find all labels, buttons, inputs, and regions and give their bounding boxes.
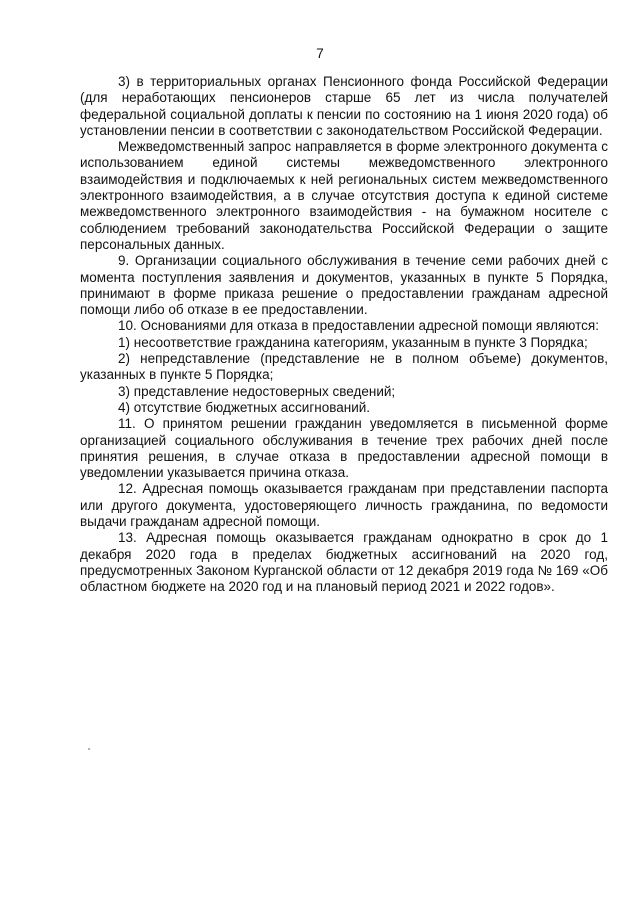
- paragraph-pension-fund-item: 3) в территориальных органах Пенсионного фонда Российской Федерации (для неработающих пенсионеров старше 65 лет из числа получателей федеральной социальной доплаты к пенсии по состоянию на 1 июня 2020 года) об установлении пенсии в соответствии с законодательством Российской Федерации.: [80, 74, 608, 138]
- paragraph-section-9: 9. Организации социального обслуживания в течение семи рабочих дней с момента поступления заявления и документов, указанных в пункте 5 Порядка, принимают в форме приказа решение о предоставлении гражданам адресной помощи либо об отказе в ее предоставлении.: [80, 253, 608, 318]
- paragraph-section-11: 11. О принятом решении гражданин уведомляется в письменной форме организацией социального обслуживания в течение трех рабочих дней после принятия решения, в случае отказа в предоставлении адресной помощи в уведомлении указывается причина отказа.: [80, 416, 608, 481]
- list-item-refusal-2: 2) непредставление (представление не в полном объеме) документов, указанных в пункте 5 Порядка;: [80, 351, 608, 383]
- page-number: 7: [316, 46, 324, 61]
- paragraph-section-12: 12. Адресная помощь оказывается гражданам при представлении паспорта или другого документа, удостоверяющего личность гражданина, по ведомости выдачи гражданам адресной помощи.: [80, 481, 608, 530]
- list-item-refusal-1: 1) несоответствие гражданина категориям, указанным в пункте 3 Порядка;: [118, 334, 588, 350]
- scan-dot: [88, 748, 90, 750]
- paragraph-section-13: 13. Адресная помощь оказывается гражданам однократно в срок до 1 декабря 2020 года в пределах бюджетных ассигнований на 2020 год, предусмотренных Законом Курганской области от 12 декабря 2019 года № 169 «Об областном бюджете на 2020 год и на плановый период 2021 и 2022 годов».: [80, 530, 608, 595]
- document-body: [80, 74, 608, 596]
- list-item-refusal-3: 3) представление недостоверных сведений;: [118, 383, 396, 399]
- paragraph-section-10: 10. Основаниями для отказа в предоставлении адресной помощи являются:: [118, 318, 599, 334]
- list-item-refusal-4: 4) отсутствие бюджетных ассигнований.: [118, 399, 371, 415]
- paragraph-interagency-request: Межведомственный запрос направляется в форме электронного документа с использованием единой системы межведомственного электронного взаимодействия и подключаемых к ней региональных систем межведомственного электронного взаимодействия, а в случае отсутствия доступа к единой системе межведомственного электронного взаимодействия - на бумажном носителе с соблюдением требований законодательства Российской Федерации о защите персональных данных.: [80, 139, 608, 252]
